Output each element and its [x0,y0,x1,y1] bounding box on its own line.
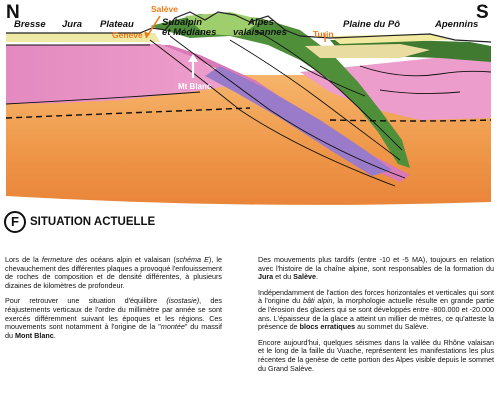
text-run: Des mouvements plus tardifs (entre -10 et -5 MA), toujours en relation avec l'histoire de la chaîne alpine, sont responsables de la formation du [258,255,494,273]
south-label: S [476,2,489,23]
italic-text: fermeture des [41,255,88,264]
place-mt-blanc: Mt Blanc [178,82,212,91]
place-saleve: Salève [151,4,178,14]
text-run: Pour retrouver une situation d'équilibre [5,296,167,306]
italic-text: schéma E [175,255,209,264]
section-badge: F [4,211,26,233]
text-run: " du massif du [5,322,222,340]
region-apennins: Apennins [435,19,479,30]
bold-text: Jura [258,272,274,282]
paragraph [258,289,494,332]
section-title: SITUATION ACTUELLE [30,216,156,228]
text-run: océans alpin et valaisan ( [87,255,176,264]
text-run: . [53,330,56,340]
text-column-right [258,256,494,380]
region-jura: Jura [62,19,83,30]
region-plaine-po: Plaine du Pô [343,19,401,30]
text-run: Indépendamment de l'action des forces horizontales et verticales qui sont à l'origine du [258,287,494,306]
text-run: , des réajustements verticaux de l'ordre du millimètre par année se sont exercés différemment suivant les époques et les régions. Ces mouvements sont notamment à l'origine de la " [5,296,222,332]
text-run: Encore aujourd'hui, quelques séismes dans la vallée du Rhône valaisan et le long de la faille du Vuache, représentent les manifestations les plus récentes de la genèse de cette portion des Alpes visible depuis le sommet du Grand Salève. [258,337,494,373]
region-plateau: Plateau [100,19,134,30]
north-label: N [6,2,20,23]
place-turin: Turin [313,29,334,39]
region-mediannes: et Médianes [162,27,217,38]
bold-text: blocs erratiques [299,322,356,332]
text-run: , la morphologie actuelle résulte en grande partie de l'érosion des glaciers qui se sont développés entre -800.000 et -20.000 ans. L'épaisseur de la glace a atteint un millier de mètres, ce qu'atteste la présence de [258,296,494,332]
paragraph [5,256,222,290]
paragraph [5,297,222,340]
paragraph [258,256,494,282]
text-column-left [5,256,222,347]
text-run: Lors de la [5,255,42,264]
bold-text: Salève [293,272,316,282]
text-run: . [315,272,318,282]
region-bresse: Bresse [14,19,46,30]
region-subalpin: Subalpin [162,17,203,28]
italic-text: montée [160,322,185,332]
italic-text: bâti alpin [302,296,333,306]
region-alpes: Alpes [248,17,274,28]
text-run: ), le chevauchement des différentes plaques a provoqué l'enfouissement de roches de composition et de densité différentes, à plusieurs dizaines de kilomètres de profondeur. [5,255,222,290]
bold-text: Mont Blanc [15,330,54,340]
region-valaisannes: valaisannes [233,27,287,38]
text-run: et du [273,272,294,282]
italic-text: (isostasie) [166,296,200,306]
place-geneve: Genève [112,30,143,40]
paragraph [258,339,494,373]
text-run: au sommet du Salève. [355,322,429,332]
